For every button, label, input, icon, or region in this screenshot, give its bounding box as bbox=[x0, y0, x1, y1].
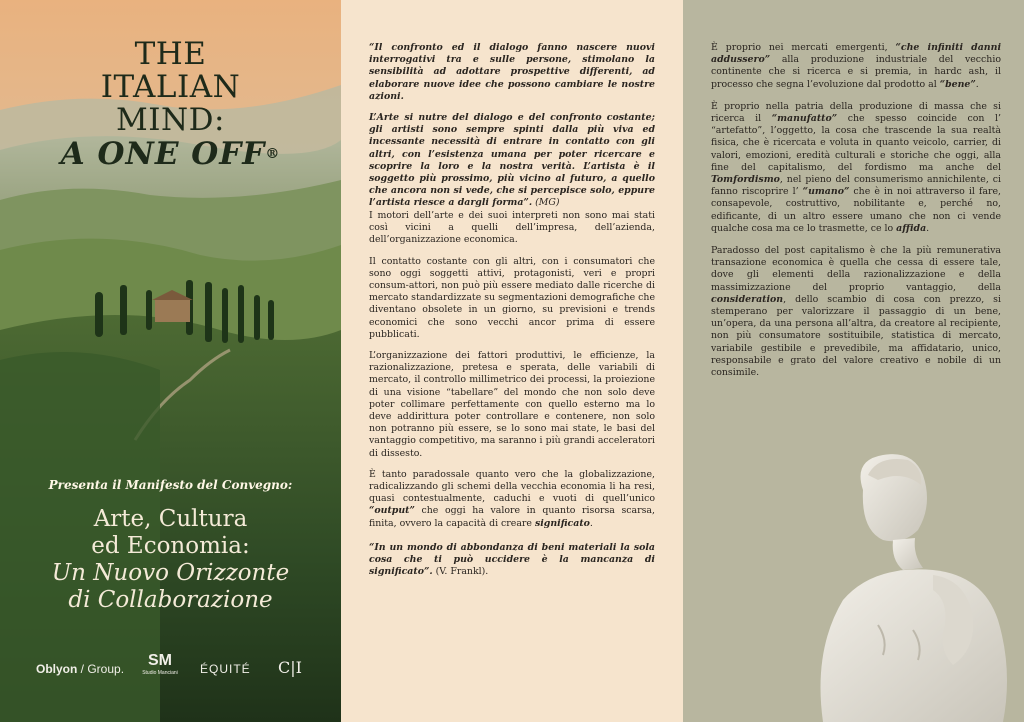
subtitle-line-2: ed Economia: bbox=[91, 533, 250, 559]
cover-title bbox=[0, 38, 341, 171]
quote-attribution: (MG) bbox=[532, 197, 560, 209]
frankl-quote-text: “In un mondo di abbondanza di beni materiali la sola cosa che ti può uccidere è la mancanza di significato”. bbox=[369, 542, 655, 578]
rp2-f: “umano” bbox=[802, 186, 850, 198]
rp2-g: che è in noi attraverso il fare, consapevole, costruttivo, nobilitante e, perché no, edificante, di un altro essere umano che non ci vende qualche cosa ma ce lo trasmette, ce lo bbox=[711, 186, 1001, 234]
presenta-label: Presenta il Manifesto del Convegno: bbox=[48, 478, 293, 492]
right-paragraph-1 bbox=[711, 42, 1001, 91]
equite-logo: ÉQUITÉ bbox=[200, 662, 251, 676]
frankl-attribution: (V. Frankl). bbox=[432, 566, 489, 578]
sm-logo-subtext: Studio Manciani bbox=[142, 670, 178, 676]
cover-panel bbox=[0, 0, 341, 722]
rp1-d: “bene” bbox=[939, 78, 976, 90]
subtitle-line-3: Un Nuovo Orizzonte bbox=[51, 560, 290, 586]
marble-statue-image bbox=[783, 450, 1024, 722]
body-paragraph-3: L’organizzazione dei fattori produttivi, le efficienze, la razionalizzazione, pretesa e sperata, delle variabili di mercato, il controllo millimetrico dei processi, la proiezione di una visione “tabellare” del mondo che non solo deve poter collimare perfettamente con quello esterno ma lo deve addirittura poter controllare e contenere, non solo non potranno più essere, se lo sono mai state, le basi del vantaggio competitivo, ma saranno i più grandi acceleratori di dissesto. bbox=[369, 350, 655, 459]
rp2-h: affida bbox=[896, 222, 927, 234]
quote-paragraph-2-text: L’Arte si nutre del dialogo e del confronto costante; gli artisti sono sempre spinti dalla più viva ed incessante necessità di entrare in contatto con gli altri, con l’esistenza umana per poter ricercare e scoprire la loro e la nostra verità. L’artista è il soggetto più prossimo, più vicino al futuro, a quello che ancora non si vede, che si percepisce solo, eppure l’artista riesce a dargli forma”. bbox=[369, 112, 655, 209]
p4-text-e: . bbox=[589, 517, 593, 529]
frankl-quote bbox=[369, 542, 655, 588]
title-line-1: THE bbox=[134, 36, 207, 72]
rp3-b: consideration bbox=[711, 293, 784, 305]
rp2-e: , nel pieno del consumerismo annichilente, ci fanno riscoprire l’ bbox=[711, 174, 1001, 198]
body-paragraph-2: Il contatto costante con gli altri, con i consumatori che sono oggi soggetti attivi, protagonisti, veri e propri consum-attori, non può più essere mediato dalle ricerche di mercato standardizzate su segmentazioni demografiche che diventano obsolete in un giorno, su previsioni e trends economici che sono vecchi ancor prima di essere pubblicati. bbox=[369, 255, 655, 340]
body-paragraph-4 bbox=[369, 469, 655, 530]
title-line-2: ITALIAN bbox=[100, 69, 241, 105]
rp2-b: “manufatto” bbox=[771, 113, 838, 125]
title-italic-text: A ONE OFF bbox=[60, 136, 266, 172]
registered-mark: ® bbox=[265, 146, 281, 162]
rp1-b: “che infiniti danni addussero” bbox=[711, 42, 1002, 66]
right-paragraph-2 bbox=[711, 101, 1001, 235]
p4-emphasis-output: “output” bbox=[369, 505, 415, 517]
title-line-3: MIND: bbox=[116, 102, 225, 138]
frankl-quote-paragraph bbox=[369, 542, 655, 579]
right-paragraph-3 bbox=[711, 245, 1001, 379]
rp1-e: . bbox=[975, 78, 979, 90]
quote-paragraph-1: “Il confronto ed il dialogo fanno nascere nuovi interrogativi tra e sulle persone, stimolano la sensibilità ad adottare prospettive differenti, ad elaborare nuove idee che possono cambiare le nostre azioni. bbox=[369, 42, 655, 102]
body-paragraph-1: I motori dell’arte e dei suoi interpreti non sono mai stati così vicini a quelli dell’impresa, dell’azienda, dell’organizzazione economica. bbox=[369, 210, 655, 246]
rp2-a: È proprio nella patria della produzione di massa che si ricerca il bbox=[711, 100, 1001, 125]
rp1-a: È proprio nei mercati emergenti, bbox=[711, 42, 896, 53]
sponsor-logos bbox=[0, 652, 341, 686]
subtitle-line-4: di Collaborazione bbox=[68, 587, 273, 613]
oblyon-logo-text: Oblyon bbox=[36, 662, 78, 676]
body-text-right bbox=[711, 42, 1001, 389]
p4-emphasis-significato: significato bbox=[534, 517, 590, 529]
rp1-c: alla produzione industriale del vecchio continente che si ricerca e si premia, in hardc ash, il processo che segna l’evoluzione dal prodotto al bbox=[711, 54, 1001, 90]
manifesto-middle-column bbox=[341, 0, 683, 722]
rp2-i: . bbox=[926, 222, 930, 234]
cover-subtitle bbox=[0, 506, 341, 614]
rp2-d: Tomfordismo bbox=[711, 174, 780, 186]
oblyon-logo bbox=[36, 662, 124, 676]
sm-logo-text: SM bbox=[148, 652, 172, 669]
studio-manciani-logo bbox=[138, 652, 182, 676]
opening-quote bbox=[369, 42, 655, 219]
rp3-a: Paradosso del post capitalismo è che la più remunerativa transazione economica è quella che cessa di essere tale, dove gli elementi della razionalizzazione e della massimizzazione del proprio vantaggio, della bbox=[711, 245, 1001, 293]
manifesto-right-column bbox=[683, 0, 1024, 722]
quote-paragraph-2 bbox=[369, 112, 655, 210]
p4-text-c: che oggi ha valore in quanto risorsa scarsa, finita, ovvero la capacità di creare bbox=[369, 505, 655, 529]
rp2-c: che spesso coincide con l’ “artefatto”, l’oggetto, la cosa che trascende la sua realtà fisica, che è ricercata e voluta in quanto veicolo, carrier, di valori, emozioni, eredità culturali e storiche che oggi, alla fine del capitalismo, del fordismo ma anche del bbox=[711, 113, 1001, 173]
oblyon-group-text: / Group. bbox=[77, 662, 125, 676]
rp3-c: , dello scambio di cosa con prezzo, si stemperano per valorizzare il passaggio di un bene, un’opera, da una persona all’altra, da creatore al recipiente, non più consumatore sostituibile, statistica di mercato, variabile gestibile e prevedibile, ma affidatario, unico, responsabile e grato del valore creativo e nobile di un consimile. bbox=[711, 293, 1001, 379]
body-text-middle bbox=[369, 210, 655, 539]
title-italic-line bbox=[0, 137, 341, 171]
ci-logo: C|I bbox=[278, 658, 302, 677]
subtitle-line-1: Arte, Cultura bbox=[93, 506, 248, 532]
p4-text-a: È tanto paradossale quanto vero che la globalizzazione, radicalizzando gli schemi della vecchia economia li ha resi, quasi contestualmente, caduchi e vuoti di quell’unico bbox=[369, 468, 655, 505]
